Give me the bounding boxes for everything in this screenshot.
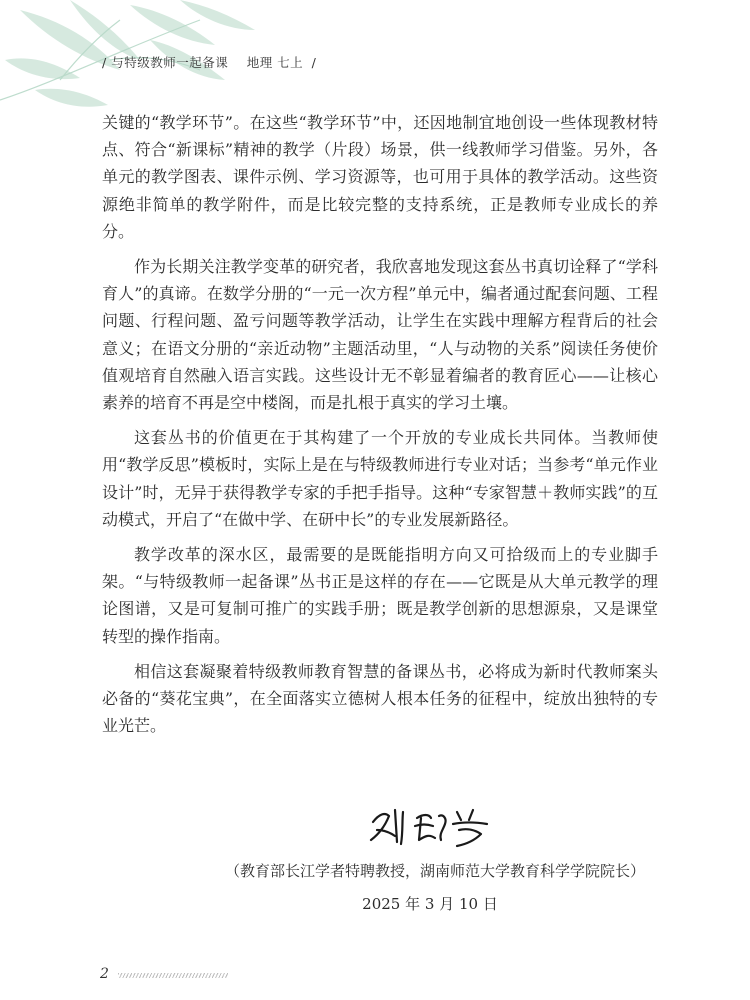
header-series-title: 与特级教师一起备课	[111, 55, 229, 70]
paragraph: 作为长期关注教学变革的研究者，我欣喜地发现这套丛书真切诠释了“学科育人”的真谛。在数学分册的“一元一次方程”单元中，编者通过配套问题、工程问题、行程问题、盈亏问题等教学活动，让学生在实践中理解方程背后的社会意义；在语文分册的“亲近动物”主题活动里，“人与动物的关系”阅读任务使价值观培育自然融入语言实践。这些设计无不彰显着编者的教育匠心——让核心素养的培育不再是空中楼阁，而是扎根于真实的学习土壤。	[102, 257, 658, 413]
paragraph: 这套丛书的价值更在于其构建了一个开放的专业成长共同体。当教师使用“教学反思”模板时，实际上是在与特级教师进行专业对话；当参考“单元作业设计”时，无异于获得教学专家的手把手指导。这种“专家智慧＋教师实践”的互动模式，开启了“在做中学、在研中长”的专业发展新路径。	[102, 428, 658, 529]
running-header	[102, 53, 320, 71]
footer-decorative-rule	[118, 973, 228, 978]
header-subject: 地理 七上	[246, 55, 304, 70]
paragraph: 教学改革的深水区，最需要的是既能指明方向又可拾级而上的专业脚手架。“与特级教师一起备课”丛书正是这样的存在——它既是从大单元教学的理论图谱，又是可复制可推广的实践手册；既是教学创新的思想源泉，又是课堂转型的操作指南。	[102, 545, 658, 646]
header-separator: /	[102, 55, 107, 70]
paragraph: 关键的“教学环节”。在这些“教学环节”中，还因地制宜地创设一些体现教材特点、符合“新课标”精神的教学（片段）场景，供一线教师学习借鉴。另外，各单元的教学图表、课件示例、学习资源等，也可用于具体的教学活动。这些资源绝非简单的教学附件，而是比较完整的支持系统，正是教师专业成长的养分。	[102, 113, 658, 241]
author-affiliation: （教育部长江学者特聘教授，湖南师范大学教育科学学院院长）	[224, 862, 645, 880]
header-separator: /	[311, 55, 317, 70]
preface-body	[102, 109, 658, 747]
handwritten-signature	[365, 800, 495, 852]
paragraph: 相信这套凝聚着特级教师教育智慧的备课丛书，必将成为新时代教师案头必备的“葵花宝典”，在全面落实立德树人根本任务的征程中，绽放出独特的专业光芒。	[102, 661, 658, 736]
page-number: 2	[100, 966, 109, 982]
date-line: 2025 年 3 月 10 日	[362, 895, 498, 913]
